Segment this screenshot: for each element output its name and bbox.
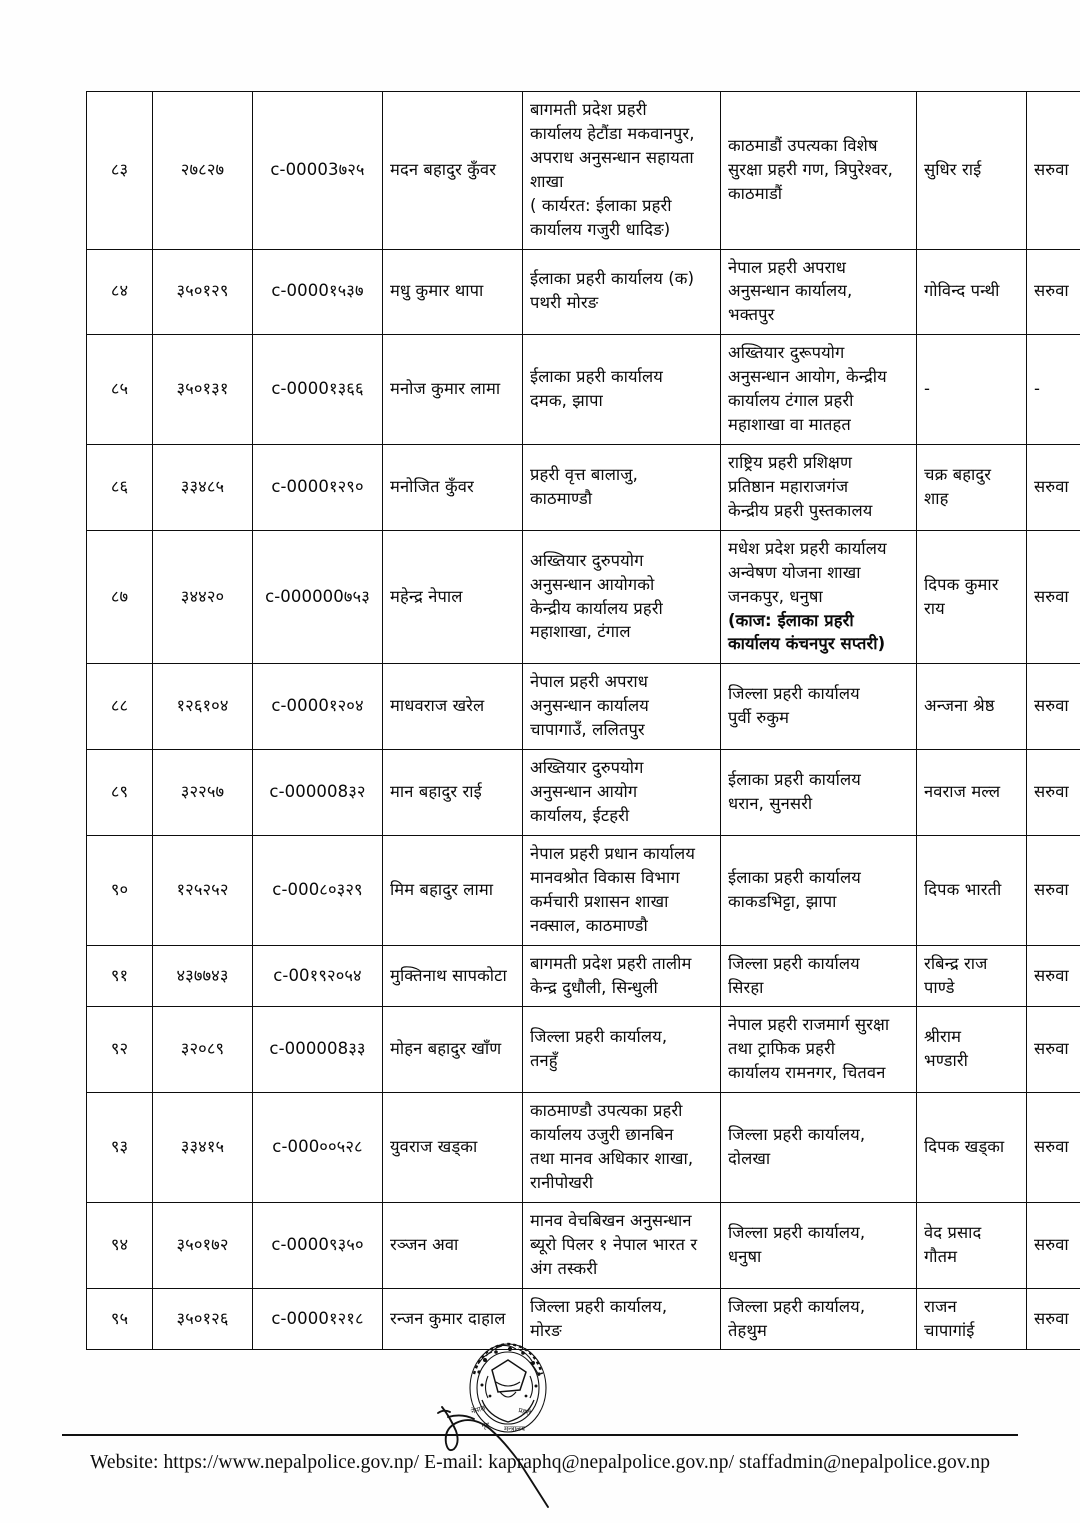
cell-sn: ८४: [87, 249, 153, 335]
cell-replacement: [917, 1007, 1027, 1093]
cell-from_office: [523, 1093, 721, 1203]
cell-action_type: सरुवा: [1027, 1007, 1080, 1093]
cell-personal_id: ३५०१३१: [153, 335, 253, 445]
cell-action_type: सरुवा: [1027, 92, 1080, 250]
cell-from_office: [523, 444, 721, 530]
table-row: [87, 750, 1080, 836]
cell-action_type: सरुवा: [1027, 1093, 1080, 1203]
cell-action_type: सरुवा: [1027, 444, 1080, 530]
cell-sn: ९२: [87, 1007, 153, 1093]
table-row: [87, 444, 1080, 530]
table-row: [87, 664, 1080, 750]
text-line: जिल्ला प्रहरी कार्यालय,: [728, 1296, 866, 1316]
cell-from_office: [523, 1202, 721, 1288]
text-line: काठमाडौं उपत्यका विशेष: [728, 135, 878, 155]
text-line: अनुसन्धान आयोगको: [530, 574, 655, 594]
transfer-roster-table-wrap: [86, 91, 1069, 1350]
text-line: दमक, झापा: [530, 391, 603, 411]
cell-personal_id: ३३४८५: [153, 444, 253, 530]
cell-from_office: [523, 664, 721, 750]
text-line: तेहथुम: [728, 1320, 767, 1340]
cell-sn: ८३: [87, 92, 153, 250]
cell-employee_code: c-000000७५३: [253, 530, 383, 664]
text-line: काठमाण्डौ: [530, 488, 593, 508]
cell-replacement: [917, 664, 1027, 750]
cell-to_office: [721, 1288, 917, 1350]
text-line: केन्द्रीय प्रहरी पुस्तकालय: [728, 500, 873, 520]
text-line: चक्र बहादुर: [924, 464, 992, 484]
text-line: सिरहा: [728, 977, 764, 997]
transfer-roster-table: [86, 91, 1080, 1350]
text-line: कर्मचारी प्रशासन शाखा: [530, 891, 669, 911]
text-line: दिपक भारती: [924, 879, 1002, 899]
cell-personal_id: ३४४२०: [153, 530, 253, 664]
text-line: तथा मानव अधिकार शाखा,: [530, 1149, 694, 1169]
cell-name: मनोजित कुँवर: [383, 444, 523, 530]
cell-replacement: [917, 92, 1027, 250]
table-row: [87, 1202, 1080, 1288]
cell-replacement: [917, 1202, 1027, 1288]
text-line: भक्तपुर: [728, 305, 775, 325]
text-line: अन्जना श्रेष्ठ: [924, 696, 995, 716]
table-row: [87, 530, 1080, 664]
text-line: ईलाका प्रहरी कार्यालय (क): [530, 269, 695, 289]
text-line: दिपक कुमार: [924, 574, 999, 594]
text-line: प्रतिष्ठान महाराजगंज: [728, 476, 849, 496]
text-line: -: [924, 379, 931, 399]
text-line: कार्यालय रामनगर, चितवन: [728, 1063, 886, 1083]
text-line: कार्यालय गजुरी धादिङ): [530, 219, 671, 239]
text-line: कार्यालय टंगाल प्रहरी: [728, 391, 854, 411]
cell-from_office: [523, 249, 721, 335]
text-line: महाशाखा, टंगाल: [530, 622, 631, 642]
cell-replacement: [917, 444, 1027, 530]
cell-sn: ९०: [87, 835, 153, 945]
cell-replacement: [917, 530, 1027, 664]
text-line: कार्यालय, ईटहरी: [530, 805, 630, 825]
cell-to_office: [721, 530, 917, 664]
text-line: सुधिर राई: [924, 159, 982, 179]
text-line: नवराज मल्ल: [924, 782, 1001, 802]
cell-to_office: [721, 750, 917, 836]
text-line: जिल्ला प्रहरी कार्यालय: [728, 953, 860, 973]
text-line: ईलाका प्रहरी कार्यालय: [728, 867, 861, 887]
cell-name: मोहन बहादुर खाँण: [383, 1007, 523, 1093]
text-line: काठमाडौं: [728, 183, 783, 203]
cell-to_office: [721, 444, 917, 530]
cell-name: मधु कुमार थापा: [383, 249, 523, 335]
cell-sn: ८६: [87, 444, 153, 530]
text-line: शाखा: [530, 171, 564, 191]
cell-to_office: [721, 664, 917, 750]
cell-employee_code: c-0000१३६६: [253, 335, 383, 445]
cell-name: महेन्द्र नेपाल: [383, 530, 523, 664]
cell-from_office: [523, 1288, 721, 1350]
text-line: तनहुँ: [530, 1051, 558, 1071]
cell-replacement: [917, 835, 1027, 945]
text-line: राय: [924, 598, 945, 618]
text-line: मानव वेचबिखन अनुसन्धान: [530, 1210, 692, 1230]
cell-personal_id: ३५०१२९: [153, 249, 253, 335]
cell-replacement: [917, 335, 1027, 445]
text-line: मानवश्रोत विकास विभाग: [530, 867, 680, 887]
table-row: [87, 249, 1080, 335]
text-line: पथरी मोरङ: [530, 293, 599, 313]
cell-personal_id: ३३४१५: [153, 1093, 253, 1203]
cell-employee_code: c-000008३३: [253, 1007, 383, 1093]
svg-text:मन्त्रालय: मन्त्रालय: [504, 1425, 525, 1433]
text-line: नेपाल प्रहरी राजमार्ग सुरक्षा: [728, 1015, 890, 1035]
text-line: कार्यालय उजुरी छानबिन: [530, 1125, 674, 1145]
cell-from_office: [523, 92, 721, 250]
cell-action_type: सरुवा: [1027, 1202, 1080, 1288]
footer-divider: [62, 1434, 1018, 1436]
cell-to_office: [721, 1202, 917, 1288]
cell-from_office: [523, 530, 721, 664]
text-line: जनकपुर, धनुषा: [728, 586, 823, 606]
text-line: अख्तियार दुरूपयोग: [728, 343, 845, 363]
text-line: महाशाखा वा मातहत: [728, 415, 851, 435]
text-line: जिल्ला प्रहरी कार्यालय: [728, 684, 860, 704]
cell-name: मिम बहादुर लामा: [383, 835, 523, 945]
text-line: प्रहरी वृत्त बालाजु,: [530, 464, 638, 484]
text-line: बागमती प्रदेश प्रहरी तालीम: [530, 953, 692, 973]
cell-employee_code: c-00003७२५: [253, 92, 383, 250]
text-line: चापागांई: [924, 1320, 975, 1340]
text-line: शाह: [924, 488, 949, 508]
text-line: राजन: [924, 1296, 957, 1316]
table-row: [87, 835, 1080, 945]
text-line: केन्द्र दुधौली, सिन्धुली: [530, 977, 658, 997]
cell-personal_id: ४३७७४३: [153, 945, 253, 1007]
text-line: ईलाका प्रहरी कार्यालय: [728, 770, 861, 790]
cell-sn: ९४: [87, 1202, 153, 1288]
cell-personal_id: ३२०८९: [153, 1007, 253, 1093]
text-line: धरान, सुनसरी: [728, 794, 813, 813]
cell-to_office: [721, 335, 917, 445]
text-line: दोलखा: [728, 1149, 771, 1169]
text-line: तथा ट्राफिक प्रहरी: [728, 1039, 836, 1059]
cell-name: मदन बहादुर कुँवर: [383, 92, 523, 250]
cell-to_office: [721, 1007, 917, 1093]
cell-from_office: [523, 1007, 721, 1093]
cell-sn: ८८: [87, 664, 153, 750]
cell-action_type: सरुवा: [1027, 835, 1080, 945]
svg-text:नेपाल: नेपाल: [470, 1403, 487, 1416]
text-line: वेद प्रसाद: [924, 1222, 982, 1242]
cell-sn: ९३: [87, 1093, 153, 1203]
text-line: अख्तियार दुरुपयोग: [530, 758, 644, 778]
cell-replacement: [917, 945, 1027, 1007]
text-line: पाण्डे: [924, 977, 955, 997]
cell-employee_code: c-0000१२०४: [253, 664, 383, 750]
cell-name: रन्जन कुमार दाहाल: [383, 1288, 523, 1350]
text-line: मोरङ: [530, 1320, 562, 1340]
cell-replacement: [917, 750, 1027, 836]
text-line: गौतम: [924, 1246, 958, 1266]
text-line: जिल्ला प्रहरी कार्यालय,: [530, 1027, 668, 1047]
cell-sn: ८७: [87, 530, 153, 664]
table-row: [87, 945, 1080, 1007]
text-line: अनुसन्धान आयोग: [530, 782, 638, 802]
cell-employee_code: c-0000९३५०: [253, 1202, 383, 1288]
text-line: जिल्ला प्रहरी कार्यालय,: [530, 1296, 668, 1316]
cell-from_office: [523, 335, 721, 445]
cell-action_type: -: [1027, 335, 1080, 445]
cell-action_type: सरुवा: [1027, 530, 1080, 664]
cell-personal_id: ३२२५७: [153, 750, 253, 836]
cell-action_type: सरुवा: [1027, 249, 1080, 335]
table-row: [87, 1007, 1080, 1093]
cell-sn: ८५: [87, 335, 153, 445]
cell-action_type: सरुवा: [1027, 750, 1080, 836]
cell-to_office: [721, 945, 917, 1007]
text-line: नेपाल प्रहरी अपराध: [728, 257, 846, 277]
cell-action_type: सरुवा: [1027, 945, 1080, 1007]
cell-name: मान बहादुर राई: [383, 750, 523, 836]
text-line: ( कार्यरत: ईलाका प्रहरी: [530, 195, 672, 215]
cell-name: रञ्जन अवा: [383, 1202, 523, 1288]
text-line: अपराध अनुसन्धान सहायता: [530, 147, 694, 167]
cell-from_office: [523, 945, 721, 1007]
text-line: (काज: ईलाका प्रहरी: [728, 610, 854, 630]
cell-name: मनोज कुमार लामा: [383, 335, 523, 445]
text-line: पुर्वी रुकुम: [728, 708, 790, 728]
table-row: [87, 1288, 1080, 1350]
text-line: अन्वेषण योजना शाखा: [728, 562, 861, 582]
cell-to_office: [721, 1093, 917, 1203]
cell-name: माधवराज खरेल: [383, 664, 523, 750]
text-line: भण्डारी: [924, 1051, 968, 1071]
cell-employee_code: c-0000१५३७: [253, 249, 383, 335]
text-line: ब्यूरो पिलर १ नेपाल भारत र: [530, 1234, 698, 1254]
text-line: बागमती प्रदेश प्रहरी: [530, 100, 647, 119]
text-line: अनुसन्धान आयोग, केन्द्रीय: [728, 367, 887, 387]
cell-to_office: [721, 249, 917, 335]
cell-sn: ९५: [87, 1288, 153, 1350]
cell-replacement: [917, 1288, 1027, 1350]
cell-employee_code: c-000००५२८: [253, 1093, 383, 1203]
text-line: धनुषा: [728, 1246, 762, 1266]
text-line: काकडभिट्टा, झापा: [728, 891, 837, 911]
svg-text:गृह: गृह: [481, 1420, 490, 1430]
cell-employee_code: c-0000१२१८: [253, 1288, 383, 1350]
table-row: [87, 92, 1080, 250]
text-line: श्रीराम: [924, 1027, 962, 1047]
text-line: सुरक्षा प्रहरी गण, त्रिपुरेश्वर,: [728, 159, 893, 179]
text-line: राष्ट्रिय प्रहरी प्रशिक्षण: [728, 452, 853, 472]
text-line: केन्द्रीय कार्यालय प्रहरी: [530, 598, 663, 618]
text-line: काठमाण्डौ उपत्यका प्रहरी: [530, 1101, 683, 1121]
svg-text:प्रहरी: प्रहरी: [517, 1406, 532, 1418]
cell-to_office: [721, 835, 917, 945]
cell-action_type: सरुवा: [1027, 664, 1080, 750]
cell-employee_code: c-00१९२०५४: [253, 945, 383, 1007]
text-line: रबिन्द्र राज: [924, 953, 988, 973]
cell-personal_id: १२५२५२: [153, 835, 253, 945]
text-line: नेपाल प्रहरी अपराध: [530, 672, 648, 692]
cell-personal_id: १२६१०४: [153, 664, 253, 750]
cell-replacement: [917, 1093, 1027, 1203]
table-row: [87, 335, 1080, 445]
cell-action_type: सरुवा: [1027, 1288, 1080, 1350]
text-line: रानीपोखरी: [530, 1172, 594, 1192]
cell-employee_code: c-000८०३२९: [253, 835, 383, 945]
cell-employee_code: c-000008३२: [253, 750, 383, 836]
text-line: दिपक खड्का: [924, 1137, 1005, 1157]
cell-replacement: [917, 249, 1027, 335]
cell-sn: ९१: [87, 945, 153, 1007]
text-line: अनुसन्धान कार्यालय: [530, 696, 649, 716]
text-line: अंग तस्करी: [530, 1258, 598, 1278]
cell-sn: ८९: [87, 750, 153, 836]
table-body: [87, 92, 1080, 1350]
text-line: गोविन्द पन्थी: [924, 281, 1000, 301]
text-line: मधेश प्रदेश प्रहरी कार्यालय: [728, 538, 887, 558]
cell-personal_id: २७८२७: [153, 92, 253, 250]
cell-personal_id: ३५०१२६: [153, 1288, 253, 1350]
footer-contact: Website: https://www.nepalpolice.gov.np/ E-mail: kapraphq@nepalpolice.gov.np/ staffadmin@nepalpolice.gov.np: [89, 1452, 991, 1473]
cell-name: मुक्तिनाथ सापकोटा: [383, 945, 523, 1007]
text-line: नेपाल प्रहरी प्रधान कार्यालय: [530, 843, 696, 863]
cell-personal_id: ३५०१७२: [153, 1202, 253, 1288]
cell-to_office: [721, 92, 917, 250]
cell-employee_code: c-0000१२९०: [253, 444, 383, 530]
text-line: कार्यालय हेटौंडा मकवानपुर,: [530, 123, 695, 143]
text-line: अनुसन्धान कार्यालय,: [728, 281, 853, 301]
text-line: चापागाउँ, ललितपुर: [530, 720, 645, 740]
text-line: अख्तियार दुरुपयोग: [530, 550, 644, 570]
cell-from_office: [523, 750, 721, 836]
text-line: नक्साल, काठमाण्डौ: [530, 915, 648, 935]
text-line: कार्यालय कंचनपुर सप्तरी): [728, 634, 886, 654]
cell-name: युवराज खड्का: [383, 1093, 523, 1203]
text-line: जिल्ला प्रहरी कार्यालय,: [728, 1222, 866, 1242]
table-row: [87, 1093, 1080, 1203]
text-line: ईलाका प्रहरी कार्यालय: [530, 367, 663, 387]
cell-from_office: [523, 835, 721, 945]
text-line: जिल्ला प्रहरी कार्यालय,: [728, 1125, 866, 1145]
